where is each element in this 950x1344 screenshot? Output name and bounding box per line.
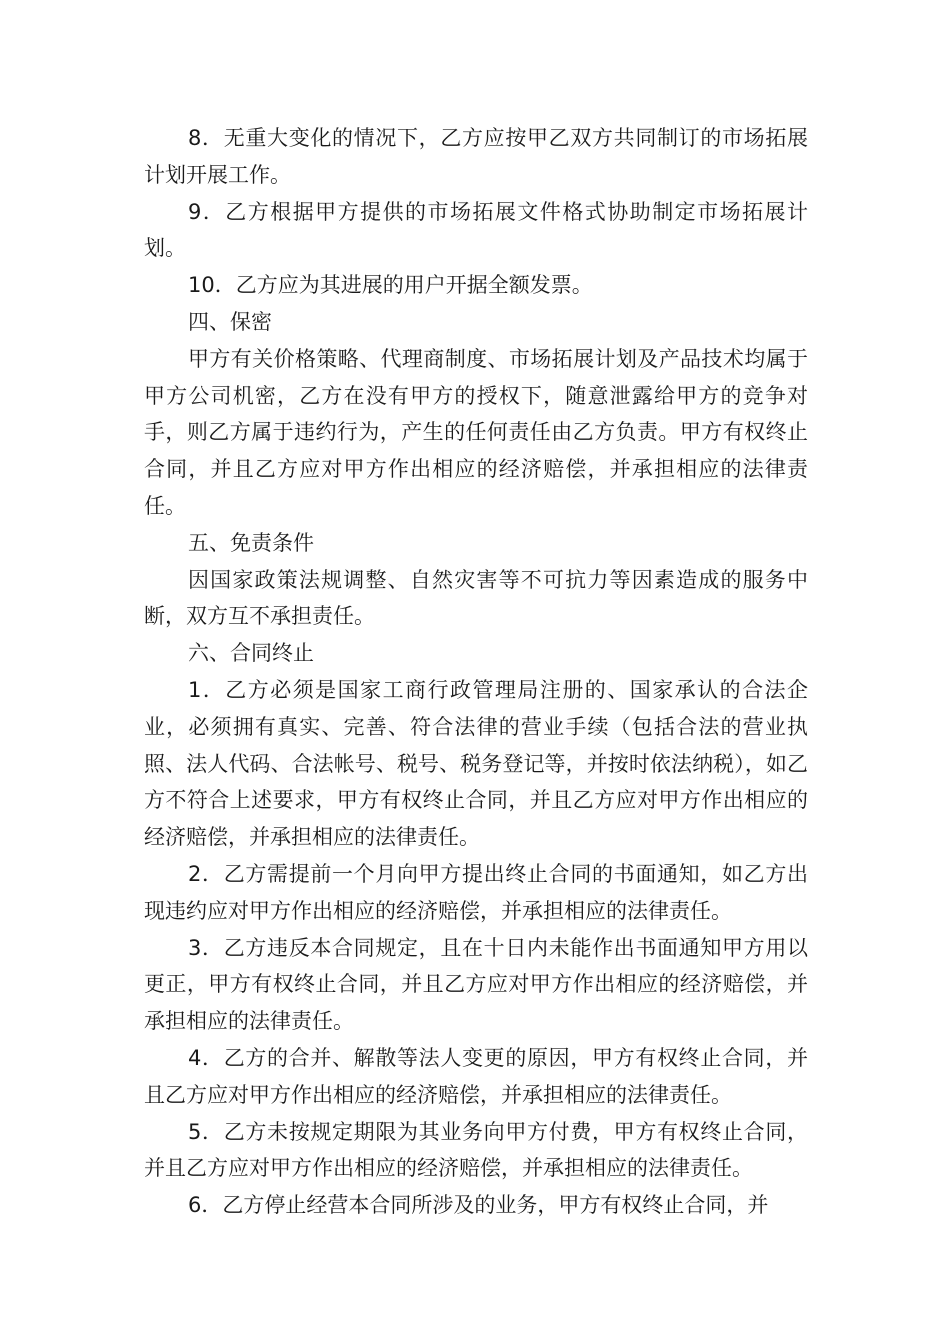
section-heading-termination: 六、合同终止 <box>188 641 314 666</box>
exemption-paragraph: 因国家政策法规调整、自然灾害等不可抗力等因素造成的服务中断，双方互不承担责任。 <box>144 567 808 629</box>
termination-clause-5: 5．乙方未按规定期限为其业务向甲方付费，甲方有权终止合同，并且乙方应对甲方作出相应的经济赔偿，并承担相应的法律责任。 <box>144 1119 808 1181</box>
clause-9: 9．乙方根据甲方提供的市场拓展文件格式协助制定市场拓展计划。 <box>144 199 808 261</box>
clause-10: 10．乙方应为其进展的用户开据全额发票。 <box>188 273 593 298</box>
document-body <box>144 120 808 1224</box>
section-heading-exemption: 五、免责条件 <box>188 530 314 555</box>
clause-8: 8．无重大变化的情况下，乙方应按甲乙双方共同制订的市场拓展计划开展工作。 <box>144 126 808 187</box>
termination-clause-6: 6．乙方停止经营本合同所涉及的业务，甲方有权终止合同，并 <box>188 1193 769 1218</box>
termination-clause-3: 3．乙方违反本合同规定，且在十日内未能作出书面通知甲方用以更正，甲方有权终止合同，并且乙方应对甲方作出相应的经济赔偿，并承担相应的法律责任。 <box>144 935 808 1034</box>
termination-clause-2: 2．乙方需提前一个月向甲方提出终止合同的书面通知，如乙方出现违约应对甲方作出相应的经济赔偿，并承担相应的法律责任。 <box>144 861 808 923</box>
section-heading-confidentiality: 四、保密 <box>188 309 272 334</box>
termination-clause-1: 1．乙方必须是国家工商行政管理局注册的、国家承认的合法企业，必须拥有真实、完善、符合法律的营业手续（包括合法的营业执照、法人代码、合法帐号、税号、税务登记等，并按时依法纳税），如乙方不符合上述要求，甲方有权终止合同，并且乙方应对甲方作出相应的经济赔偿，并承担相应的法律责任。 <box>144 677 808 850</box>
confidentiality-paragraph: 甲方有关价格策略、代理商制度、市场拓展计划及产品技术均属于甲方公司机密，乙方在没有甲方的授权下，随意泄露给甲方的竞争对手，则乙方属于违约行为，产生的任何责任由乙方负责。甲方有权终止合同，并且乙方应对甲方作出相应的经济赔偿，并承担相应的法律责任。 <box>144 346 808 518</box>
termination-clause-4: 4．乙方的合并、解散等法人变更的原因，甲方有权终止合同，并且乙方应对甲方作出相应的经济赔偿，并承担相应的法律责任。 <box>144 1045 808 1107</box>
